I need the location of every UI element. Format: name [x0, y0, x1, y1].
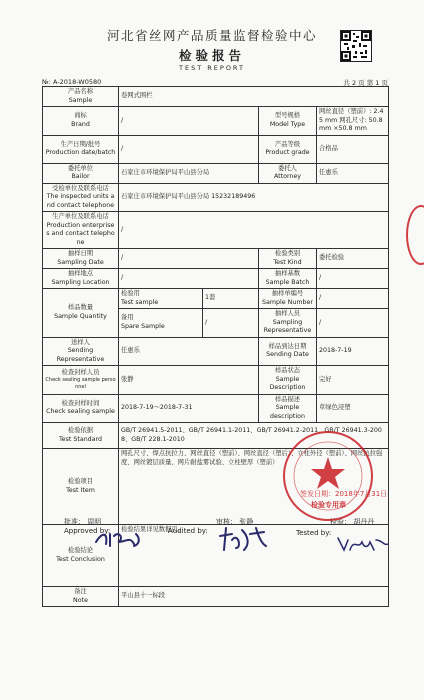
sample-batch-value: /	[317, 269, 389, 289]
report-number: №: A-2018-W0580	[42, 78, 102, 86]
approved-signature	[94, 528, 144, 550]
approved-en-label: Approved by:	[64, 527, 111, 536]
attorney-value: 任惠乐	[317, 163, 389, 183]
attorney-label: 委托人 Attorney	[259, 163, 317, 183]
product-name-label: 产品名称 Sample	[43, 87, 119, 107]
inspected-units-value: 石家庄市环境保护局平山县分局 15232189496	[119, 183, 389, 212]
sending-rep-label: 送样人 Sending Representative	[43, 337, 119, 366]
doc-title: 检验报告	[178, 48, 245, 63]
check-time-value: 2018-7-19～2018-7-31	[119, 394, 259, 423]
grade-label: 产品等级 Product grade	[259, 135, 317, 163]
test-item-label: 检验项目 Test Item	[43, 449, 119, 525]
test-standard-value: GB/T 26941.5-2011、GB/T 26941.1-2011、GB/T 26941.2-2011、GB/T 26941.3-2008、GB/T 228.1-2010	[119, 423, 389, 449]
sending-rep-value: 任惠乐	[119, 337, 259, 366]
sample-desc-value: 草绿色浸塑	[317, 394, 389, 423]
grade-value: 合格品	[317, 135, 389, 163]
page-indicator: 共 2 页 第 1 页	[343, 79, 388, 87]
sample-number-value: /	[317, 289, 389, 309]
model-value: 网丝直径（塑前）: 2.45 mm 网孔尺寸: 50.8 mm ×50.8 mm	[317, 107, 389, 136]
product-name-value: 卷网式围栏	[119, 87, 389, 107]
brand-value: /	[119, 107, 259, 136]
doc-subtitle: TEST REPORT	[179, 64, 245, 72]
audited-cn-label: 审核：	[216, 518, 237, 526]
producer-label: 生产单位及联系电话 Production enterprises and contact telephone	[43, 212, 119, 249]
producer-value: /	[119, 212, 389, 249]
approved-cn-label: 批准：	[64, 518, 85, 526]
check-time-label: 检查封样时间 Check sealing sample	[43, 394, 119, 423]
test-sample-label: 检验用 Test sample	[119, 289, 203, 309]
sampling-location-value: /	[119, 269, 259, 289]
sampling-date-label: 抽样日期 Sampling Date	[43, 249, 119, 269]
sample-number-label: 抽样单编号 Sample Number	[259, 289, 317, 309]
test-item-value: 网孔尺寸、焊点抗拉力、网丝直径（塑前）、网丝直径（塑后）、立柱外径（塑前）、网丝抗拉强度、网丝镀层质量、网片耐盐雾试验、立柱壁厚（塑前）	[119, 449, 389, 525]
sample-batch-label: 抽样基数 Sample Batch	[259, 269, 317, 289]
test-kind-value: 委托检验	[317, 249, 389, 269]
sampling-location-label: 抽样地点 Sampling Location	[43, 269, 119, 289]
sampling-rep-value: /	[317, 309, 389, 338]
test-kind-label: 检验类别 Test Kind	[259, 249, 317, 269]
model-label: 型号规格 Model Type	[259, 107, 317, 136]
sample-quantity-label: 样品数量 Sample Quantity	[43, 289, 119, 338]
org-name: 河北省丝网产品质量监督检验中心	[106, 28, 317, 43]
spare-sample-value: /	[203, 309, 259, 338]
bailor-value: 石家庄市环境保护局平山县分局	[119, 163, 259, 183]
sending-date-label: 样品到达日期 Sending Date	[259, 337, 317, 366]
conclusion-value: 检验结果详见数据页。	[119, 525, 389, 587]
tested-signature	[334, 534, 392, 554]
audited-en-label: Audited by:	[168, 527, 208, 536]
bailor-label: 委托单位 Bailor	[43, 163, 119, 183]
audited-name: 张静	[239, 518, 254, 526]
tested-name: 胡丹丹	[353, 518, 375, 526]
test-standard-label: 检验依据 Test Standard	[43, 423, 119, 449]
sampling-date-value: /	[119, 249, 259, 269]
sampling-rep-label: 抽样人员 Sampling Representative	[259, 309, 317, 338]
sending-date-value: 2018-7-19	[317, 337, 389, 366]
checker-value: 张静	[119, 366, 259, 395]
approved-name: 周明	[87, 518, 102, 526]
checker-label: 检查封样人员 Check sealing sample personnel	[43, 366, 119, 395]
spare-sample-label: 备用 Spare Sample	[119, 309, 203, 338]
sample-desc-label: 样品描述 Sample description	[259, 394, 317, 423]
production-date-value: /	[119, 135, 259, 163]
brand-label: 商标 Brand	[43, 107, 119, 136]
note-value: 平山县十一标段	[119, 587, 389, 607]
seam-stamp	[406, 205, 424, 265]
stamp-label: 检验专用章	[311, 501, 346, 509]
tested-cn-label: 检验：	[330, 518, 351, 526]
sample-state-value: 完好	[317, 366, 389, 395]
stamp-date: 签发日期：2018年7月31日	[300, 490, 388, 498]
note-label: 备注 Note	[43, 587, 119, 607]
audited-signature	[218, 526, 270, 552]
tested-en-label: Tested by:	[296, 529, 332, 538]
sample-state-label: 样品状态 Sample Description	[259, 366, 317, 395]
conclusion-label: 检验结论 Test Conclusion	[43, 525, 119, 587]
production-date-label: 生产日期/批号 Production date/batch	[43, 135, 119, 163]
inspected-units-label: 受检单位及联系电话 The inspected units and contact telephone	[43, 183, 119, 212]
test-sample-value: 1套	[203, 289, 259, 309]
